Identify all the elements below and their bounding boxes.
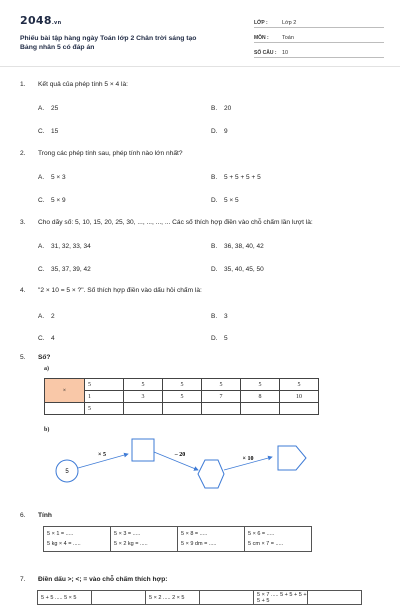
worksheet-meta xyxy=(254,17,384,62)
answer-box-hexagon[interactable] xyxy=(198,460,224,488)
question-5 xyxy=(20,354,385,361)
question-number: 7. xyxy=(20,576,26,583)
meta-value: Lớp 2 xyxy=(282,20,297,26)
answer-box-pentagon[interactable] xyxy=(278,446,306,470)
logo-main: 2048 xyxy=(20,14,52,27)
option-d[interactable]: D. 5 xyxy=(211,335,228,342)
question-1 xyxy=(20,81,385,135)
answer-cell[interactable] xyxy=(241,403,280,415)
operation-2: – 20 xyxy=(174,452,186,458)
option-b[interactable]: B. 20 xyxy=(211,105,232,112)
logo-suffix: .vn xyxy=(51,20,62,26)
option-c[interactable]: C. 4 xyxy=(38,335,55,342)
question-6 xyxy=(20,512,385,519)
meta-value: 10 xyxy=(282,50,289,56)
title-line-1: Phiếu bài tập hàng ngày Toán lớp 2 Chân trời sáng tạo xyxy=(20,35,197,42)
meta-key: SỐ CÂU : xyxy=(254,50,277,56)
option-a[interactable]: A. 5 × 3 xyxy=(38,174,66,181)
table-cell: 5 xyxy=(163,379,202,391)
title-line-2: Bảng nhân 5 có đáp án xyxy=(20,44,95,51)
meta-row-class xyxy=(254,17,384,28)
option-b[interactable]: B. 3 xyxy=(211,313,228,320)
table-cell: 3 xyxy=(124,391,163,403)
part-b-label: b) xyxy=(44,427,50,433)
table-cell: 5 xyxy=(85,379,124,391)
question-2 xyxy=(20,150,385,204)
question-4 xyxy=(20,287,385,342)
option-d[interactable]: D. 35, 40, 45, 50 xyxy=(211,266,264,273)
multiplication-table xyxy=(44,378,319,415)
answer-cell[interactable]: 5 xyxy=(85,403,124,415)
table-cell: 5 xyxy=(202,379,241,391)
operation-3: × 10 xyxy=(242,456,254,462)
compare-cell[interactable]: 5 + 5 ..... 5 × 5 xyxy=(38,591,92,605)
answer-cell[interactable] xyxy=(280,403,319,415)
start-value: 5 xyxy=(65,469,69,475)
option-a[interactable]: A. 31, 32, 33, 34 xyxy=(38,243,91,250)
answer-cell[interactable] xyxy=(163,403,202,415)
compare-cell[interactable] xyxy=(92,591,146,605)
question-text: "2 × 10 = 5 × ?". Số thích hợp điền vào dấu hỏi chấm là: xyxy=(38,287,202,294)
meta-key: MÔN : xyxy=(254,35,269,41)
calculation-table xyxy=(43,526,312,552)
answer-cell[interactable] xyxy=(124,403,163,415)
option-c[interactable]: C. 35, 37, 39, 42 xyxy=(38,266,91,273)
calc-cell[interactable]: 5 × 3 = ..... 5 × 2 kg = ..... xyxy=(111,527,178,552)
calc-cell[interactable]: 5 × 6 = ..... 5 cm × 7 = ..... xyxy=(245,527,312,552)
table-cell: 5 xyxy=(280,379,319,391)
question-number: 3. xyxy=(20,219,26,226)
table-cell: 5 xyxy=(241,379,280,391)
answer-box-square[interactable] xyxy=(132,439,154,461)
meta-row-count xyxy=(254,47,384,58)
calc-cell[interactable]: 5 × 8 = ..... 5 × 9 dm = ..... xyxy=(178,527,245,552)
question-7 xyxy=(20,576,385,583)
meta-value: Toán xyxy=(282,35,294,41)
compare-cell[interactable]: 5 × 7 ..... 5 + 5 + 5 + 5 + 5 xyxy=(254,591,308,605)
question-text: Tính xyxy=(38,512,52,519)
operation-1: × 5 xyxy=(98,452,106,458)
question-text: Trong các phép tính sau, phép tính nào lớn nhất? xyxy=(38,150,183,157)
table-cell: 5 xyxy=(163,391,202,403)
question-number: 2. xyxy=(20,150,26,157)
table-cell: 5 xyxy=(124,379,163,391)
option-c[interactable]: C. 15 xyxy=(38,128,59,135)
question-number: 5. xyxy=(20,354,26,361)
option-d[interactable]: D. 5 × 5 xyxy=(211,197,239,204)
question-text: Kết quả của phép tính 5 × 4 là: xyxy=(38,81,129,88)
option-d[interactable]: D. 9 xyxy=(211,128,228,135)
question-text: Điền dấu >; <; = vào chỗ chấm thích hợp: xyxy=(38,576,168,583)
question-text: Số? xyxy=(38,354,51,361)
option-b[interactable]: B. 5 + 5 + 5 + 5 xyxy=(211,174,261,181)
meta-key: LỚP : xyxy=(254,20,268,26)
option-c[interactable]: C. 5 × 9 xyxy=(38,197,66,204)
question-text: Cho dãy số: 5, 10, 15, 20, 25, 30, ..., ..., ..., ... Các số thích hợp điền vào chỗ chấm lần lượt là: xyxy=(38,219,313,226)
header-divider xyxy=(0,66,400,67)
multiply-sign-cell: × xyxy=(45,379,85,403)
worksheet-title xyxy=(20,34,230,52)
compare-cell[interactable] xyxy=(200,591,254,605)
question-number: 4. xyxy=(20,287,26,294)
question-3 xyxy=(20,219,385,273)
table-cell: 8 xyxy=(241,391,280,403)
option-a[interactable]: A. 25 xyxy=(38,105,59,112)
question-number: 6. xyxy=(20,512,26,519)
option-b[interactable]: B. 36, 38, 40, 42 xyxy=(211,243,264,250)
question-number: 1. xyxy=(20,81,26,88)
comparison-table xyxy=(37,590,362,605)
compare-cell[interactable] xyxy=(308,591,362,605)
empty-cell xyxy=(45,403,85,415)
answer-cell[interactable] xyxy=(202,403,241,415)
calc-cell[interactable]: 5 × 1 = ..... 5 kg × 4 = ..... xyxy=(44,527,111,552)
worksheet-header xyxy=(20,14,385,64)
table-cell: 1 xyxy=(85,391,124,403)
compare-cell[interactable]: 5 × 2 ..... 2 × 5 xyxy=(146,591,200,605)
table-cell: 7 xyxy=(202,391,241,403)
option-a[interactable]: A. 2 xyxy=(38,313,55,320)
meta-row-subject xyxy=(254,32,384,43)
table-cell: 10 xyxy=(280,391,319,403)
number-chain-diagram xyxy=(40,432,340,496)
part-a-label: a) xyxy=(44,366,49,372)
site-logo[interactable] xyxy=(20,14,61,27)
